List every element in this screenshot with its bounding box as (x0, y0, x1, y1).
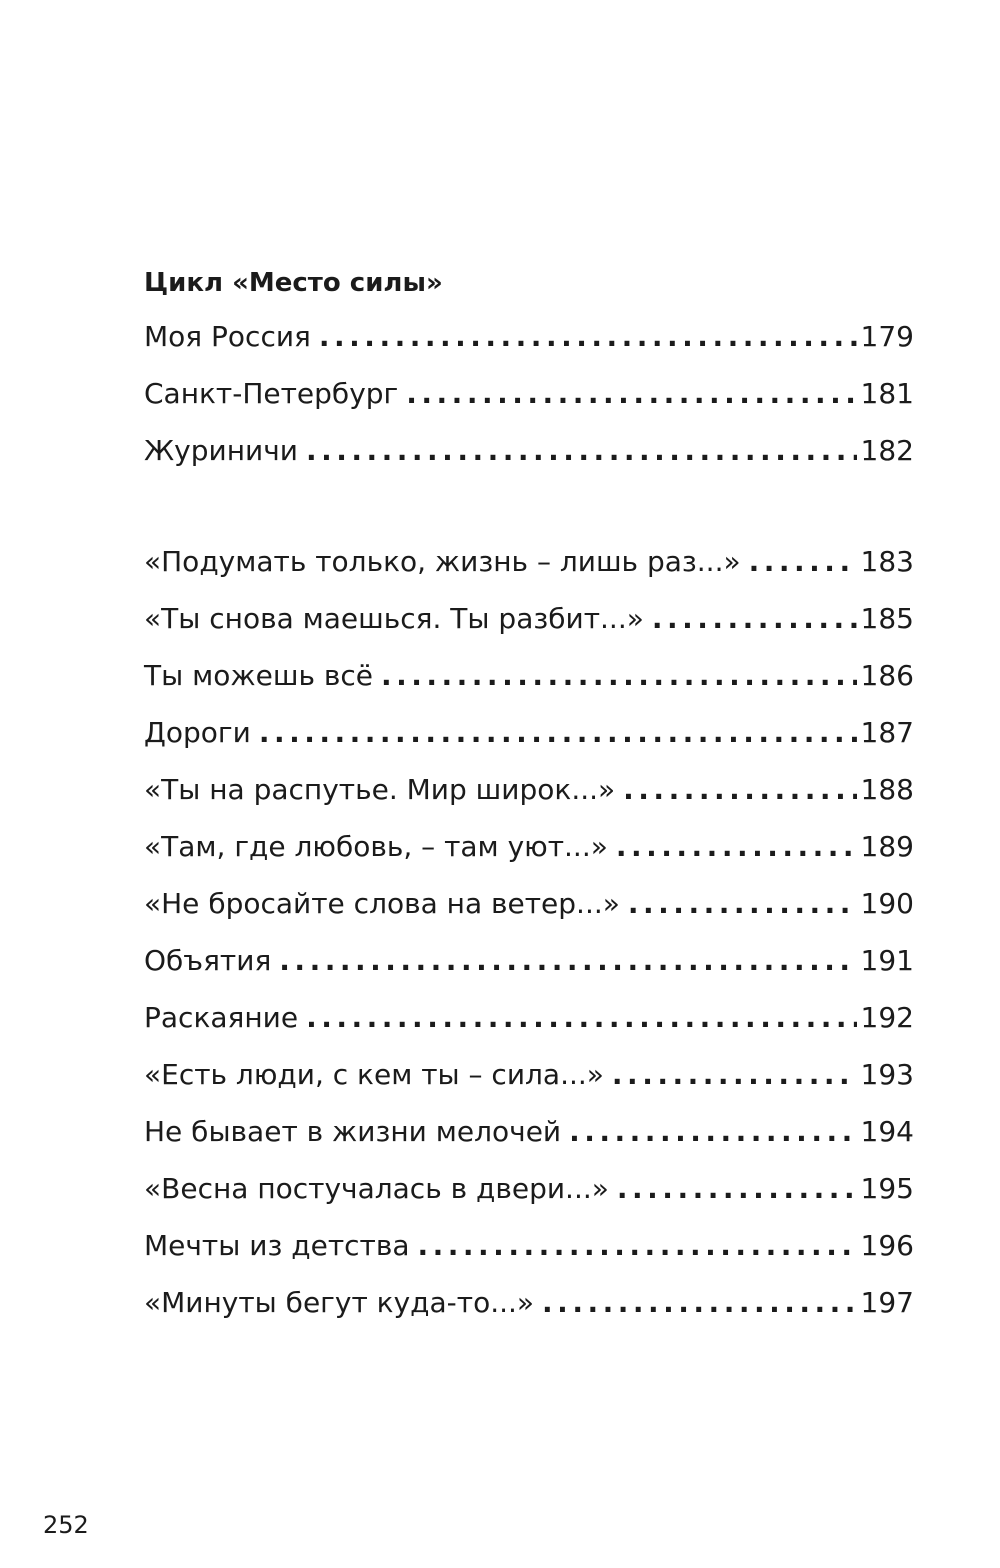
dot-leader (617, 1160, 857, 1217)
dot-leader (306, 422, 857, 479)
dot-leader (652, 590, 857, 647)
dot-leader (381, 647, 857, 704)
toc-entry-title: Раскаяние (144, 1001, 299, 1034)
dot-leader (749, 533, 857, 590)
toc-entry (144, 989, 914, 1046)
toc-entry-title: «Ты снова маешься. Ты разбит...» (144, 602, 644, 635)
table-of-contents (144, 258, 914, 1331)
toc-entry-title: Мечты из детства (144, 1229, 410, 1262)
toc-entry-title: Дороги (144, 716, 251, 749)
dot-leader (259, 704, 857, 761)
toc-entry-page-number: 193 (860, 1058, 914, 1091)
toc-entry (144, 590, 914, 647)
toc-entry-page-number: 194 (860, 1115, 914, 1148)
toc-entry (144, 818, 914, 875)
dot-leader (279, 932, 856, 989)
dot-leader (612, 1046, 857, 1103)
toc-entry (144, 1103, 914, 1160)
toc-entry-title: Моя Россия (144, 320, 311, 353)
toc-entry-page-number: 182 (860, 434, 914, 467)
dot-leader (628, 875, 857, 932)
toc-entry (144, 932, 914, 989)
toc-entry (144, 875, 914, 932)
toc-entry-page-number: 189 (860, 830, 914, 863)
toc-entry-page-number: 186 (860, 659, 914, 692)
toc-entry-page-number: 196 (860, 1229, 914, 1262)
toc-entry (144, 1160, 914, 1217)
toc-entry-title: «Весна постучалась в двери...» (144, 1172, 609, 1205)
dot-leader (306, 989, 856, 1046)
toc-entry-title: Не бывает в жизни мелочей (144, 1115, 562, 1148)
toc-entry-title: «Есть люди, с кем ты – сила...» (144, 1058, 604, 1091)
toc-entry-title: «Минуты бегут куда-то...» (144, 1286, 535, 1319)
toc-entry-page-number: 192 (860, 1001, 914, 1034)
toc-entry (144, 704, 914, 761)
toc-entry-title: «Подумать только, жизнь – лишь раз...» (144, 545, 741, 578)
toc-entry-page-number: 181 (860, 377, 914, 410)
toc-entry (144, 422, 914, 479)
toc-entry-title: Журиничи (144, 434, 298, 467)
toc-entry-page-number: 190 (860, 887, 914, 920)
toc-entry-page-number: 188 (860, 773, 914, 806)
toc-entry (144, 1046, 914, 1103)
toc-entry (144, 1274, 914, 1331)
toc-entry-page-number: 191 (860, 944, 914, 977)
toc-entry-page-number: 185 (860, 602, 914, 635)
dot-leader (623, 761, 856, 818)
toc-entry-title: «Ты на распутье. Мир широк...» (144, 773, 616, 806)
toc-entry-page-number: 179 (860, 320, 914, 353)
toc-entry-title: Объятия (144, 944, 272, 977)
toc-entry-page-number: 197 (860, 1286, 914, 1319)
dot-leader (406, 365, 856, 422)
toc-entry (144, 308, 914, 365)
toc-entry (144, 533, 914, 590)
toc-entry-page-number: 183 (860, 545, 914, 578)
dot-leader (319, 308, 857, 365)
toc-group (144, 308, 914, 479)
section-title: Цикл «Место силы» (144, 268, 443, 298)
dot-leader (616, 818, 857, 875)
toc-entry-page-number: 195 (860, 1172, 914, 1205)
toc-entry-title: Санкт-Петербург (144, 377, 399, 410)
toc-entry (144, 365, 914, 422)
toc-entry (144, 1217, 914, 1274)
toc-entry-title: «Там, где любовь, – там уют...» (144, 830, 608, 863)
dot-leader (418, 1217, 857, 1274)
toc-entry (144, 761, 914, 818)
dot-leader (569, 1103, 856, 1160)
toc-entry-title: «Не бросайте слова на ветер...» (144, 887, 620, 920)
dot-leader (542, 1274, 857, 1331)
toc-entry-title: Ты можешь всё (144, 659, 373, 692)
page-number: 252 (43, 1511, 89, 1539)
toc-entry (144, 647, 914, 704)
toc-entry-page-number: 187 (860, 716, 914, 749)
toc-group (144, 533, 914, 1331)
